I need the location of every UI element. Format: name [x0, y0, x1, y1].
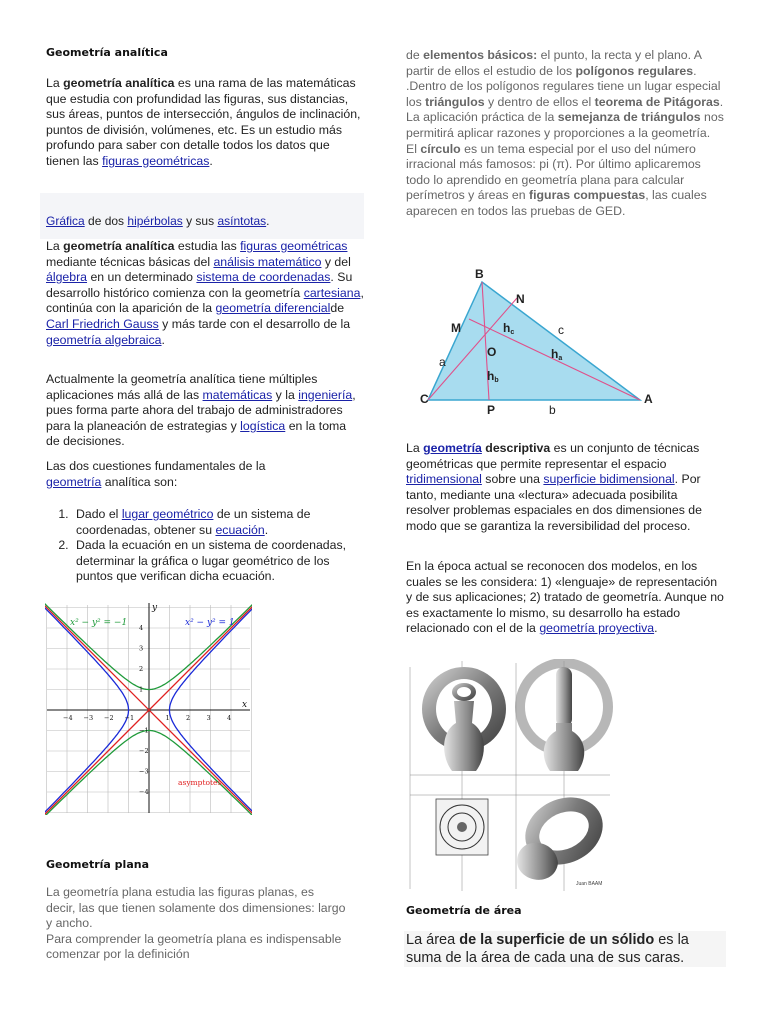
y-tick-label: −3 — [139, 767, 149, 776]
x-tick-label: 2 — [186, 714, 191, 722]
vertex-a: A — [644, 392, 653, 406]
link-algebra[interactable]: álgebra — [46, 270, 88, 285]
side-view-handle — [556, 667, 572, 727]
link-gauss[interactable]: Carl Friedrich Gauss — [46, 316, 159, 331]
point-m: M — [451, 321, 461, 335]
link-matematicas[interactable]: matemáticas — [202, 387, 273, 402]
list-item-2: 2. Dada la ecuación en un sistema de coordenadas, determinar la gráfica o lugar geométrico de los puntos que verifican dicha ecuación. — [72, 538, 354, 585]
y-tick-label: −4 — [139, 788, 149, 796]
y-tick-label: 3 — [139, 644, 144, 653]
paragraph-modelos: En la época actual se reconocen dos modelos, en los cuales se les considera: 1) «lenguaje» de representación y de sus aplicaciones; 2) tratado de geometría. Aunque no es exactamente lo mismo, su desarrollo ha estado relacionado con el de la geometría proyectiva. — [406, 559, 724, 636]
numbered-list — [24, 507, 354, 585]
link-ecuacion[interactable]: ecuación — [215, 522, 265, 537]
side-c: c — [558, 323, 564, 337]
heading-geometria-plana: Geometría plana — [46, 858, 149, 871]
link-asintotas[interactable]: asíntotas — [217, 214, 267, 228]
paragraph-estudia: La geometría analítica estudia las figuras geométricas mediante técnicas básicas del análisis matemático y del álgebra en un determinado sistema de coordenadas. Su desarrollo histórico comienza con la geometría cartesiana, continúa con la aparición de la geometría diferencialde Carl Friedrich Gauss y más tarde con el desarrollo de la geometría algebraica. — [46, 239, 364, 347]
label-eq-right: x² − y² = 1 — [185, 618, 235, 628]
x-tick-label: 4 — [227, 714, 232, 722]
link-geometria-proyectiva[interactable]: geometría proyectiva — [539, 621, 655, 636]
link-geometria[interactable]: geometría — [46, 474, 102, 489]
link-tridimensional[interactable]: tridimensional — [406, 472, 482, 487]
label-asymptotes: asymptotes — [178, 778, 222, 787]
link-cartesiana[interactable]: cartesiana — [303, 285, 361, 300]
label-y-axis: y — [152, 603, 158, 613]
link-hiperbolas[interactable]: hipérbolas — [127, 214, 183, 228]
x-tick-label: −2 — [104, 714, 114, 722]
x-tick-label: −3 — [83, 714, 94, 722]
link-grafica[interactable]: Gráfica — [46, 214, 85, 228]
y-tick-label: −2 — [139, 747, 149, 755]
figure-caption-box — [40, 193, 364, 239]
paragraph-area: La área de la superficie de un sólido es la suma de la área de cada una de sus caras. — [406, 932, 689, 966]
paragraph-plana: La geometría plana estudia las figuras planas, es decir, las que tienen solamente dos dimensiones: largo y ancho. Para comprender la geometría plana es indispensable comenzar por la definición — [46, 885, 346, 962]
heading-geometria-analitica: Geometría analítica — [46, 46, 168, 59]
vertex-c: C — [420, 392, 429, 406]
x-tick-label: 1 — [165, 714, 170, 722]
link-figuras-geometricas-2[interactable]: figuras geométricas — [240, 239, 348, 253]
link-analisis-matematico[interactable]: análisis matemático — [213, 254, 322, 269]
paragraph-intro: La geometría analítica es una rama de las matemáticas que estudia con profundidad las figuras, sus distancias, sus áreas, puntos de intersección, ángulos de inclinación, puntos de división, volúmenes, etc. Es un estudio más profundo para saber con detalle todos los datos que tienen las figuras geométricas. — [46, 76, 361, 168]
triangle-figure — [408, 262, 660, 418]
link-logistica[interactable]: logística — [240, 418, 286, 433]
link-geometria-descriptiva[interactable]: geometría — [423, 441, 482, 455]
paragraph-cuestiones: Las dos cuestiones fundamentales de la geometría analítica son: — [46, 459, 266, 489]
triangle-shape — [428, 282, 640, 400]
side-a: a — [439, 355, 446, 369]
drawing-signature: Juan BAAM — [576, 881, 603, 887]
x-tick-label: 3 — [206, 714, 211, 722]
point-n: N — [516, 292, 525, 306]
y-tick-label: 2 — [139, 665, 144, 673]
area-box — [404, 931, 726, 967]
link-sistema-coordenadas[interactable]: sistema de coordenadas — [196, 270, 331, 285]
paragraph-aplicaciones: Actualmente la geometría analítica tiene múltiples aplicaciones más allá de las matemáticas y la ingeniería, pues forma parte ahora del trabajo de administradores para la planeación de estrategias y logística en la toma de decisiones. — [46, 372, 356, 449]
paragraph-elementos: de elementos básicos: el punto, la recta y el plano. A partir de ellos el estudio de los polígonos regulares. .Dentro de los polígonos regulares tiene un lugar especial los triángulos y dentro de ellos el teorema de Pitágoras. La aplicación práctica de la semejanza de triángulos nos permitirá aplicar razones y proporciones a la geometría. El círculo es un tema especial por el uso del número irracional más famosos: pi (π). Por último aplicaremos todo lo aprendido en geometría plana para calcular perímetros y áreas en figuras compuestas, las cuales aparecen en todos las pruebas de GED. — [406, 48, 724, 218]
descriptive-geometry-drawing — [406, 659, 614, 893]
vertex-b: B — [475, 267, 484, 281]
y-tick-label: −1 — [139, 726, 149, 735]
link-ingenieria[interactable]: ingeniería — [298, 387, 353, 402]
x-tick-label: −4 — [63, 714, 73, 722]
y-tick-label: 1 — [139, 685, 144, 694]
x-tick-label: −1 — [124, 714, 135, 722]
paragraph-descriptiva: La geometría descriptiva es un conjunto de técnicas geométricas que permite representar el espacio tridimensional sobre una superficie bidimensional. Por tanto, mediante una «lectura» adecuada posibilita resolver problemas espaciales en dos dimensiones de modo que se garantiza la reversibilidad del proceso. — [406, 441, 702, 533]
heading-geometria-area: Geometría de área — [406, 904, 522, 917]
link-superficie-bidimensional[interactable]: superficie bidimensional — [543, 472, 675, 487]
label-eq-left: x² − y² = −1 — [70, 618, 128, 628]
label-hc: hc — [503, 321, 515, 336]
point-p: P — [487, 403, 496, 417]
figure-caption: Gráfica de dos hipérbolas y sus asíntotas. — [46, 214, 270, 228]
link-lugar-geometrico[interactable]: lugar geométrico — [121, 507, 214, 521]
link-geometria-diferencial[interactable]: geometría diferencial — [215, 301, 331, 316]
link-figuras-geometricas[interactable]: figuras geométricas — [102, 153, 210, 168]
y-tick-label: 4 — [139, 624, 144, 632]
label-hb: hb — [487, 369, 499, 384]
point-o: O — [487, 345, 497, 359]
side-b: b — [549, 403, 556, 417]
list-item-1: 1. Dado el lugar geométrico de un sistema de coordenadas, obtener su ecuación. — [72, 507, 354, 538]
link-geometria-algebraica[interactable]: geometría algebraica — [46, 332, 162, 347]
label-x-axis: x — [242, 700, 248, 710]
label-ha: ha — [551, 347, 563, 362]
hyperbola-graph — [45, 601, 252, 815]
